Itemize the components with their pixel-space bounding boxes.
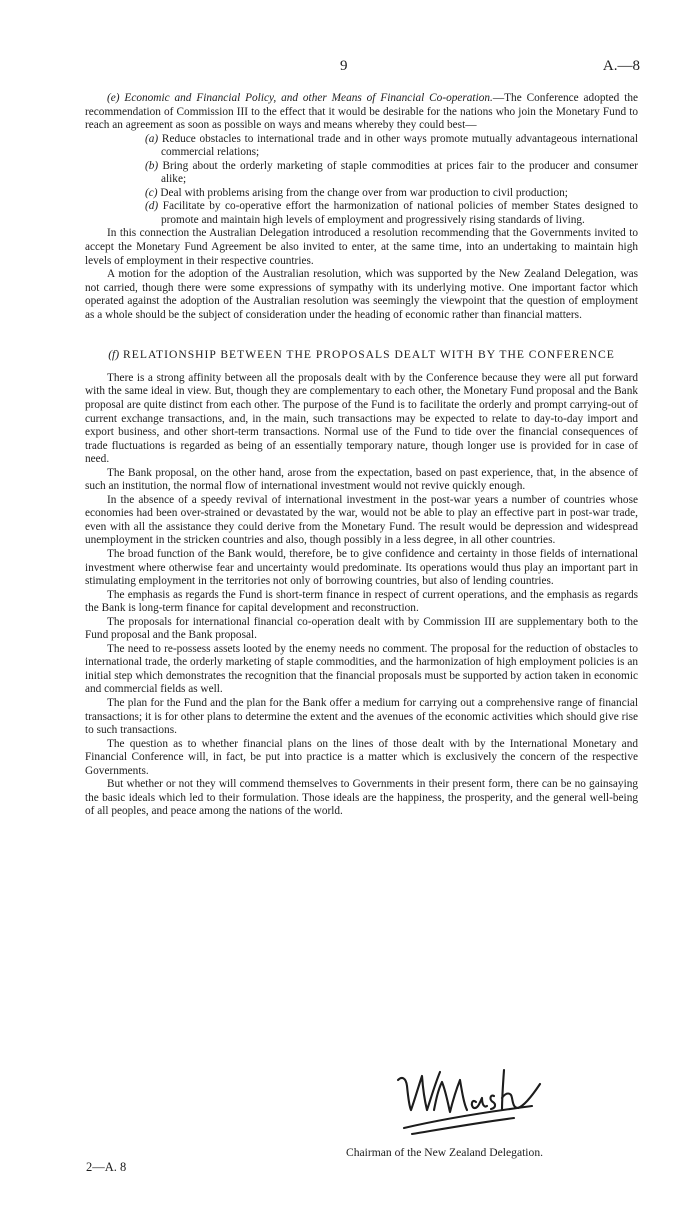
page-number: 9 xyxy=(340,58,348,74)
section-f-heading-text: RELATIONSHIP BETWEEN THE PROPOSALS DEALT WITH BY THE CONFERENCE xyxy=(123,348,615,362)
list-item-label: (d) xyxy=(145,200,159,213)
paragraph: The proposals for international financial co-operation dealt with by Commission III are supplementary both to the Fund proposal and the Bank proposal. xyxy=(85,615,638,642)
handwritten-signature xyxy=(390,1062,550,1142)
paragraph: The emphasis as regards the Fund is short-term finance in respect of current operations, and the emphasis as regards the Bank is long-term finance for capital development and reconstruction. xyxy=(85,588,638,615)
list-item-label: (a) xyxy=(145,132,159,145)
paragraph: A motion for the adoption of the Australian resolution, which was supported by the New Zealand Delegation, was not carried, though there were some expressions of sympathy with its underlying motive. One important factor which operated against the adoption of the Australian resolution was seemingly the viewpoint that the question of employment as a whole should be the subject of consideration under the heading of economic rather than financial matters. xyxy=(85,268,638,321)
document-reference: A.—8 xyxy=(602,58,640,74)
list-item-label: (b) xyxy=(145,159,159,172)
list-item xyxy=(113,200,638,227)
recommendation-list xyxy=(85,133,638,228)
list-item-text: Reduce obstacles to international trade and in other ways promote mutually advantageous international commercial relations; xyxy=(161,132,639,159)
section-e-intro-text: —The Conference adopted the recommendation of Commission III to the effect that it would be desirable for the nations who join the Monetary Fund to reach an agreement as soon as possible on ways and means whereby they could best— xyxy=(85,92,638,132)
list-item xyxy=(113,160,638,187)
list-item-text: Deal with problems arising from the change over from war production to civil production; xyxy=(160,186,568,199)
paragraph: But whether or not they will commend themselves to Governments in their present form, there can be no gainsaying the basic ideals which led to their formulation. Those ideals are the happiness, the prosperity, and the general well-being of all peoples, and peace among the nations of the world. xyxy=(85,778,638,818)
section-e-intro xyxy=(85,92,638,133)
paragraph: The broad function of the Bank would, therefore, be to give confidence and certainty in those fields of international investment where otherwise fear and uncertainty would predominate. Its operations would thus play an important part in stimulating employment in the territories not only of borrowing countries, but also of lending countries. xyxy=(85,548,638,588)
list-item-text: Bring about the orderly marketing of staple commodities at prices fair to the producer and consumer alike; xyxy=(161,159,638,186)
section-f-label: (f) xyxy=(108,348,120,362)
paragraph: In the absence of a speedy revival of international investment in the post-war years a number of countries whose economies had been over-strained or devastated by the war, would not be able to play an effective part in post-war trade, even with all the assistance they could derive from the Monetary Fund. The result would be depression and widespread unemployment in the stricken countries and also, though possibly in a less degree, in all other countries. xyxy=(85,493,638,547)
list-item xyxy=(113,187,638,201)
paragraph: The Bank proposal, on the other hand, arose from the expectation, based on past experience, that, in the absence of such an institution, the normal flow of international investment would not revive quickly enough. xyxy=(85,466,638,493)
list-item-text: Facilitate by co-operative effort the harmonization of national policies of member States designed to promote and maintain high levels of employment and progressively rising standards of living. xyxy=(161,200,639,226)
document-body xyxy=(85,92,638,819)
signature-caption: Chairman of the New Zealand Delegation. xyxy=(346,1146,544,1159)
page-header xyxy=(0,58,700,78)
section-f-heading xyxy=(85,348,638,362)
paragraph: In this connection the Australian Delegation introduced a resolution recommending that the Governments invited to accept the Monetary Fund Agreement be also invited to enter, at the same time, into an undertaking to maintain high levels of employment in their respective countries. xyxy=(85,227,638,267)
footer-reference: 2—A. 8 xyxy=(86,1160,127,1174)
paragraph: The question as to whether financial plans on the lines of those dealt with by the International Monetary and Financial Conference will, in fact, be put into practice is a matter which is exclusively the concern of the respective Governments. xyxy=(85,737,638,777)
list-item-label: (c) xyxy=(145,186,158,199)
paragraph: The plan for the Fund and the plan for the Bank offer a medium for carrying out a comprehensive range of financial transactions; it is for other plans to determine the extent and the avenues of the economic activities which should give rise to such transactions. xyxy=(85,697,638,737)
list-item xyxy=(113,133,638,160)
section-e-title: (e) Economic and Financial Policy, and other Means of Financial Co-operation. xyxy=(107,92,493,104)
paragraph: The need to re-possess assets looted by the enemy needs no comment. The proposal for the reduction of obstacles to international trade, the orderly marketing of staple commodities, and the harmonization of high employment policies is an initial step which demonstrates the recognition that the financial proposals must be supported by action taken in economic and commercial fields as well. xyxy=(85,642,638,696)
paragraph: There is a strong affinity between all the proposals dealt with by the Conference because they were all put forward with the same ideal in view. But, though they are complementary to each other, the Monetary Fund proposal and the Bank proposal are quite distinct from each other. The purpose of the Fund is to facilitate the orderly and prompt carrying-out of current exchange transactions, and, in the main, such transactions may be expected to relate to day-to-day import and export business, and other short-term transactions. Normal use of the Fund to tide over the financial consequences of trade fluctuations is regarded as being of an essentially temporary nature, though longer use is provided for in case of need. xyxy=(85,371,638,466)
